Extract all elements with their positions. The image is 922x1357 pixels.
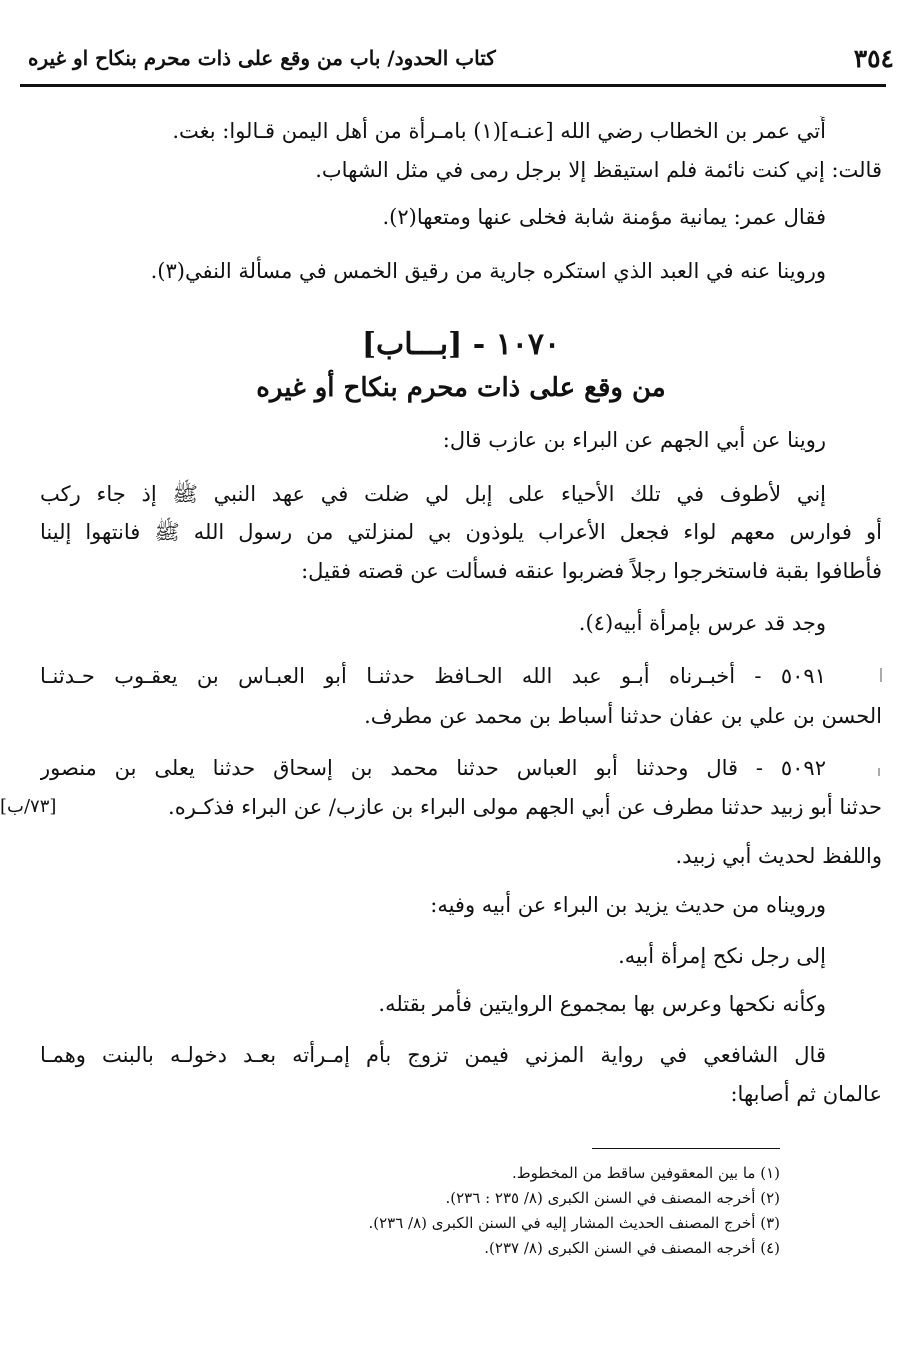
text-line: فقال عمر: يمانية مؤمنة شابة فخلى عنها ومتعها(٢). [382,205,826,229]
text-line: ورويناه من حديث يزيد بن البراء عن أبيه وفيه: [430,893,826,917]
text-line: وروينا عنه في العبد الذي استكره جارية من رقيق الخمس في مسألة النفي(٣). [150,259,826,283]
text-line: قال الشافعي في رواية المزني فيمن تزوج بأم إمـرأته بعـد دخولـه بالبنت وهمـا [40,1043,826,1067]
hadith-5091-line: ٥٠٩١ - أخبـرناه أبـو عبد الله الحـافظ حدثنـا أبو العبـاس بن يعقـوب حـدثنـا [40,664,826,688]
header-rule [20,84,886,87]
text-line: إلى رجل نكح إمرأة أبيه. [618,944,826,968]
manuscript-folio-note: [٧٣/ب] [0,796,57,817]
scan-mark [880,668,882,682]
footnote: (٤) أخرجه المصنف في السنن الكبرى (٨/ ٢٣٧). [484,1239,780,1257]
page-header [28,40,894,76]
text-line: أُتي عمر بن الخطاب رضي الله [عنـه](١) بامـرأة من أهل اليمن قـالوا: بغت. [172,119,826,143]
page-number: ٣٥٤ [853,43,894,73]
text-line: الحسن بن علي بن عفان حدثنا أسباط بن محمد عن مطرف. [364,704,882,728]
text-line: قالت: إني كنت نائمة فلم استيقظ إلا برجل رمى في مثل الشهاب. [315,158,882,182]
text-line: عالمان ثم أصابها: [730,1082,882,1106]
text-line: حدثنا أبو زبيد حدثنا مطرف عن أبي الجهم مولى البراء بن عازب/ عن البراء فذكـره. [168,795,882,819]
text-line: فأطافوا بقبة فاستخرجوا رجلاً فضربوا عنقه فسألت عن قصته فقيل: [301,559,882,583]
text-line: إني لأطوف في تلك الأحياء على إبل لي ضلت في عهد النبي ﷺ إذ جاء ركب [40,482,826,506]
hadith-5092-line: ٥٠٩٢ - قال وحدثنا أبو العباس حدثنا محمد بن إسحاق حدثنا يعلى بن منصور [40,756,826,780]
text-line: واللفظ لحديث أبي زبيد. [675,844,882,868]
chapter-number: ١٠٧٠ - [بـــاب] [361,327,561,362]
text-line: وجد قد عرس بإمرأة أبيه(٤). [578,611,826,635]
footnote: (١) ما بين المعقوفين ساقط من المخطوط. [512,1164,780,1182]
chapter-title: من وقع على ذات محرم بنكاح أو غيره [256,373,666,403]
footnote: (٣) أخرج المصنف الحديث المشار إليه في السنن الكبرى (٨/ ٢٣٦). [368,1214,780,1232]
footnote: (٢) أخرجه المصنف في السنن الكبرى (٨/ ٢٣٥ : ٢٣٦). [445,1189,780,1207]
text-line: روينا عن أبي الجهم عن البراء بن عازب قال: [442,428,826,452]
text-line: أو فوارس معهم لواء فجعل الأعراب يلوذون بي لمنزلتي من رسول الله ﷺ فانتهوا إلينا [40,520,882,544]
footnote-separator [592,1148,780,1149]
scan-mark [878,768,880,776]
text-line: وكأنه نكحها وعرس بها بمجموع الروايتين فأمر بقتله. [378,992,826,1016]
running-title: كتاب الحدود/ باب من وقع على ذات محرم بنكاح او غيره [28,46,496,70]
